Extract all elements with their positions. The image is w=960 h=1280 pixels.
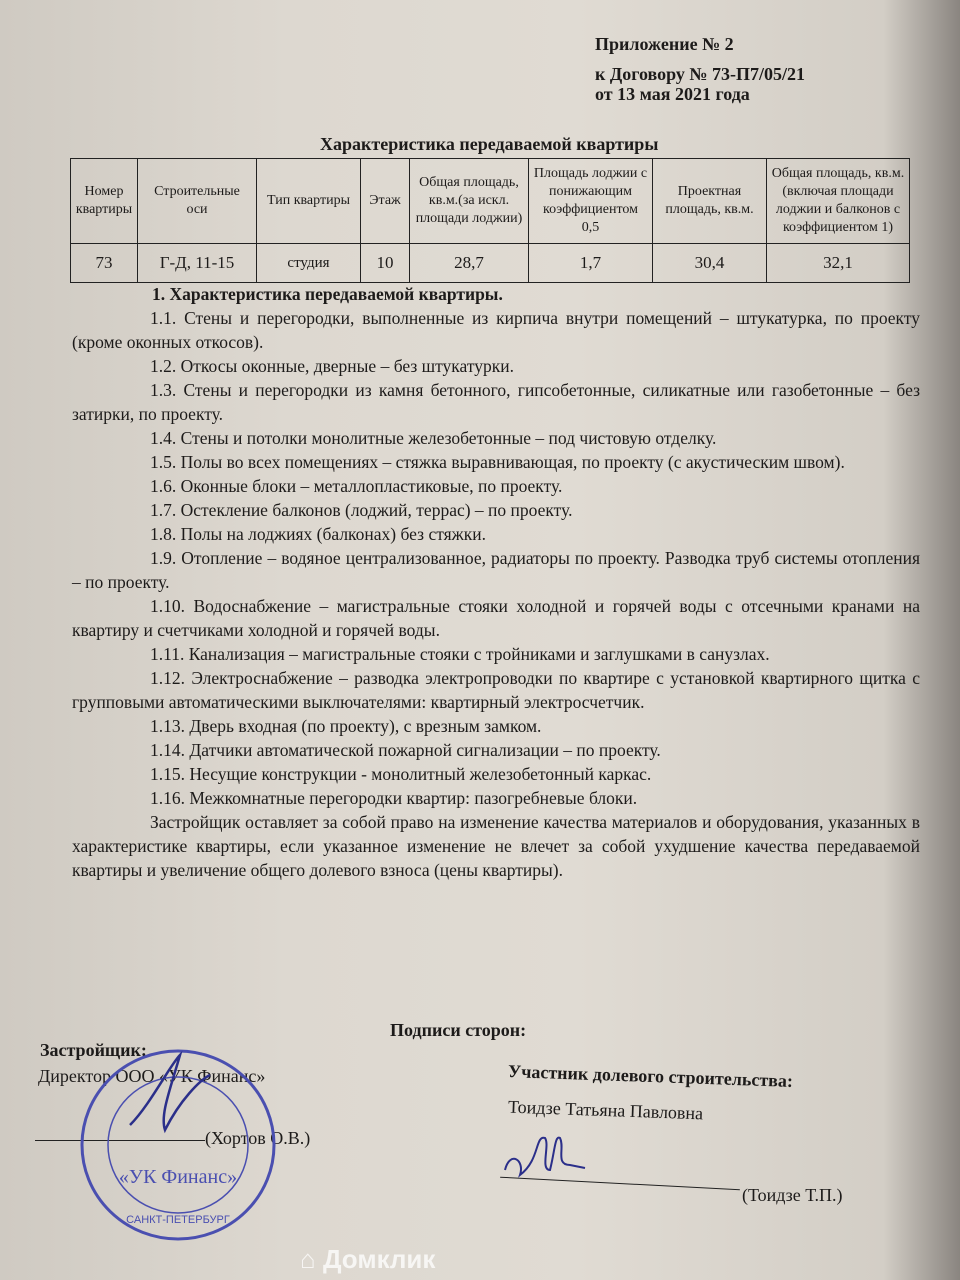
column-header: Общая площадь, кв.м. (включая площади лоджии и балконов с коэффициентом 1) xyxy=(767,159,910,244)
column-header: Строительные оси xyxy=(138,159,257,244)
column-header: Тип квартиры xyxy=(257,159,361,244)
clause-item: 1.15. Несущие конструкции - монолитный железобетонный каркас. xyxy=(150,764,652,784)
participant-name: (Тоидзе Т.П.) xyxy=(742,1185,843,1205)
clause-item: 1.6. Оконные блоки – металлопластиковые, по проекту. xyxy=(150,476,563,496)
clause-item: 1.2. Откосы оконные, дверные – без штукатурки. xyxy=(150,356,514,376)
table-header-row xyxy=(71,159,910,244)
contract-date: от 13 мая 2021 года xyxy=(595,84,750,104)
table-row xyxy=(71,244,910,283)
cell-project-area: 30,4 xyxy=(653,244,767,283)
clause-item: 1.1. Стены и перегородки, выполненные из кирпича внутри помещений – штукатурка, по проекту (кроме оконных откосов). xyxy=(72,308,920,352)
clause-item: 1.12. Электроснабжение – разводка электропроводки по квартире с установкой квартирного щитка с групповыми автоматическими выключателями: квартирный электросчетчик. xyxy=(72,668,920,712)
developer-label: Застройщик: xyxy=(40,1040,147,1060)
clause-item: 1.11. Канализация – магистральные стояки с тройниками и заглушками в санузлах. xyxy=(150,644,770,664)
home-icon: ⌂ xyxy=(300,1244,316,1274)
clause-item: 1.13. Дверь входная (по проекту), с врезным замком. xyxy=(150,716,542,736)
appendix-title: Приложение № 2 xyxy=(595,34,734,54)
developer-signature xyxy=(130,1055,210,1130)
column-header: Площадь лоджии с понижающим коэффициентом 0,5 xyxy=(529,159,653,244)
stamp-city: САНКТ-ПЕТЕРБУРГ xyxy=(126,1214,230,1226)
clause-item: 1.9. Отопление – водяное централизованное, радиаторы по проекту. Разводка труб системы отопления – по проекту. xyxy=(72,548,920,592)
participant-signature xyxy=(500,1120,600,1182)
cell-apartment-number: 73 xyxy=(71,244,138,283)
cell-area: 28,7 xyxy=(410,244,529,283)
table-title: Характеристика передаваемой квартиры xyxy=(320,134,659,154)
participant-full-name: Тоидзе Татьяна Павловна xyxy=(507,1096,704,1124)
cell-loggia-area: 1,7 xyxy=(529,244,653,283)
closing-paragraph: Застройщик оставляет за собой право на изменение качества материалов и оборудования, указанных в характеристике квартиры, если указанное изменение не влечет за собой ухудшение качества передаваемой квартиры и увеличение общего долевого взноса (цены квартиры). xyxy=(72,812,920,880)
cell-floor: 10 xyxy=(361,244,410,283)
watermark xyxy=(300,1244,435,1274)
developer-name: (Хортов О.В.) xyxy=(205,1128,311,1148)
column-header: Этаж xyxy=(361,159,410,244)
column-header: Проектная площадь, кв.м. xyxy=(653,159,767,244)
participant-label: Участник долевого строительства: xyxy=(507,1061,794,1091)
clause-item: 1.4. Стены и потолки монолитные железобетонные – под чистовую отделку. xyxy=(150,428,717,448)
column-header: Номер квартиры xyxy=(71,159,138,244)
contract-ref: к Договору № 73-П7/05/21 xyxy=(595,64,805,84)
watermark-text: Домклик xyxy=(322,1244,436,1274)
clause-item: 1.8. Полы на лоджиях (балконах) без стяжки. xyxy=(150,524,487,544)
cell-type: студия xyxy=(257,244,361,283)
cell-axes: Г-Д, 11-15 xyxy=(138,244,257,283)
clause-item: 1.10. Водоснабжение – магистральные стояки холодной и горячей воды с отсечными кранами на квартиру и счетчиками холодной и горячей воды. xyxy=(72,596,920,640)
cell-total-area: 32,1 xyxy=(767,244,910,283)
signatures-heading: Подписи сторон: xyxy=(390,1020,527,1040)
clause-item: 1.5. Полы во всех помещениях – стяжка выравнивающая, по проекту (с акустическим швом). xyxy=(150,452,845,472)
apartment-table xyxy=(70,158,910,283)
company-stamp xyxy=(70,1045,290,1245)
clause-item: 1.14. Датчики автоматической пожарной сигнализации – по проекту. xyxy=(150,740,661,760)
clause-item: 1.7. Остекление балконов (лоджий, террас) – по проекту. xyxy=(150,500,573,520)
column-header: Общая площадь, кв.м.(за искл. площади лоджии) xyxy=(410,159,529,244)
characteristics-section xyxy=(72,282,920,882)
developer-title: Директор ООО «УК Финанс» xyxy=(38,1066,266,1086)
stamp-text: «УК Финанс» xyxy=(118,1166,238,1188)
section-heading: 1. Характеристика передаваемой квартиры. xyxy=(152,284,503,304)
clause-item: 1.3. Стены и перегородки из камня бетонного, гипсобетонные, силикатные или газобетонные – без затирки, по проекту. xyxy=(72,380,920,424)
clause-item: 1.16. Межкомнатные перегородки квартир: пазогребневые блоки. xyxy=(150,788,638,808)
